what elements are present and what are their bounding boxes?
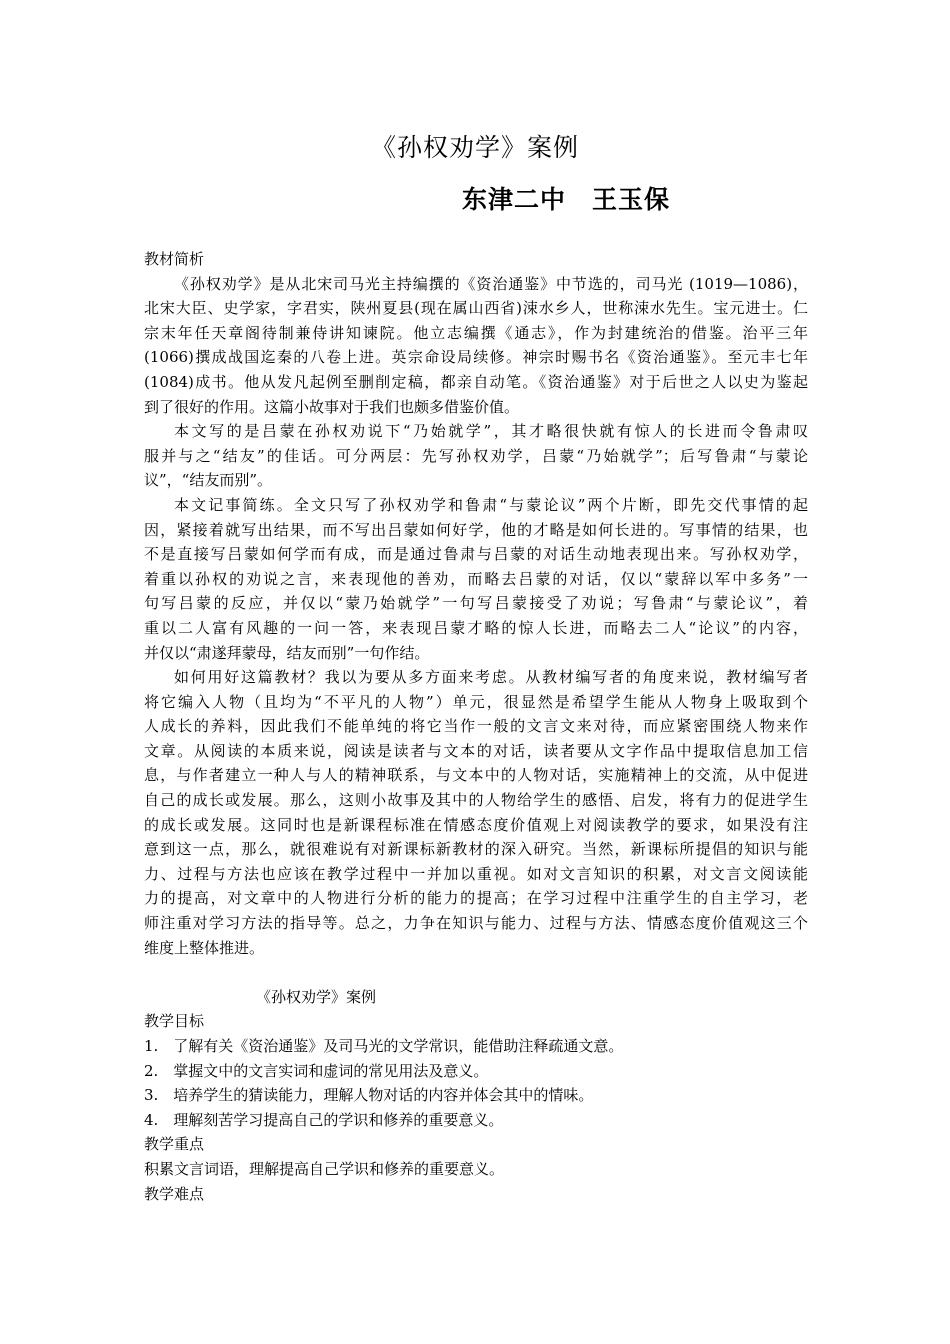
text-line: 人成长的养料，因此我们不能单纯的将它当作一般的文言文来对待，而应紧密围绕人物来作 xyxy=(144,717,808,736)
text-line: 到了很好的作用。这篇小故事对于我们也颇多借鉴价值。 xyxy=(144,397,520,416)
text-line: 力、过程与方法也应该在教学过程中一并加以重视。如对文言知识的积累，对文言文阅读能 xyxy=(144,864,808,883)
difficulties-heading: 教学难点 xyxy=(144,1184,205,1203)
text-line: 自己的成长或发展。那么，这则小故事及其中的人物给学生的感悟、启发，将有力的促进学生 xyxy=(144,791,808,810)
objective-item: 2. 掌握文中的文言实词和虚词的常见用法及意义。 xyxy=(144,1061,489,1080)
text-line: 的成长或发展。这同时也是新课程标准在情感态度价值观上对阅读教学的要求，如果没有注 xyxy=(144,815,808,834)
text-line: 维度上整体推进。 xyxy=(144,938,265,957)
text-line: 不是直接写吕蒙如何学而有成，而是通过鲁肃与吕蒙的对话生动地表现出来。写孙权劝学， xyxy=(144,545,808,564)
text-line: 如何用好这篇教材？我以为要从多方面来考虑。从教材编写者的角度来说，教材编写者 xyxy=(174,668,808,687)
text-line: 并仅以“肃遂拜蒙母，结友而别”一句作结。 xyxy=(144,643,430,662)
text-line: 师注重对学习方法的指导等。总之，力争在知识与能力、过程与方法、情感态度价值观这三个 xyxy=(144,914,808,933)
analysis-paragraph-4 xyxy=(144,665,808,960)
objective-item: 1. 了解有关《资治通鉴》及司马光的文学常识，能借助注释疏通文意。 xyxy=(144,1037,624,1055)
key-points-heading: 教学重点 xyxy=(144,1135,205,1154)
document-title: 《孙权劝学》案例 xyxy=(370,133,579,162)
text-line: 议”，“结友而别”。 xyxy=(144,471,273,490)
text-line: 《孙权劝学》是从北宋司马光主持编撰的《资治通鉴》中节选的，司马光 (1019—1086)， xyxy=(174,274,808,293)
analysis-paragraph-2 xyxy=(144,419,808,493)
key-points-text: 积累文言词语，理解提高自己学识和修养的重要意义。 xyxy=(144,1159,505,1178)
text-line: 宗末年任天章阁待制兼侍讲知谏院。他立志编撰《通志》，作为封建统治的借鉴。治平三年 xyxy=(144,323,808,342)
text-line: 息，与作者建立一种人与人的精神联系，与文本中的人物对话，实施精神上的交流，从中促进 xyxy=(144,766,808,785)
text-line: 服并与之“结友”的佳话。可分两层：先写孙权劝学，吕蒙“乃始就学”；后写鲁肃“与蒙论 xyxy=(144,446,808,465)
objective-item: 3. 培养学生的猜读能力，理解人物对话的内容并体会其中的情味。 xyxy=(144,1086,594,1105)
text-line: (1066)撰成战国迄秦的八卷上进。英宗命设局续修。神宗时赐书名《资治通鉴》。至元丰七年 xyxy=(144,348,808,367)
objectives-heading: 教学目标 xyxy=(144,1012,205,1031)
objective-item: 4. 理解刻苦学习提高自己的学识和修养的重要意义。 xyxy=(144,1110,504,1129)
text-line: 北宋大臣、史学家，字君实，陕州夏县(现在属山西省)涑水乡人，世称涑水先生。宝元进士。仁 xyxy=(144,299,808,318)
text-line: (1084)成书。他从发凡起例至删削定稿，都亲自动笔。《资治通鉴》对于后世之人以史为鉴起 xyxy=(144,372,808,391)
text-line: 着重以孙权的劝说之言，来表现他的善劝，而略去吕蒙的对话，仅以“蒙辞以军中多务”一 xyxy=(144,569,808,588)
text-line: 句写吕蒙的反应，并仅以“蒙乃始就学”一句写吕蒙接受了劝说；写鲁肃“与蒙论议”，着 xyxy=(144,594,808,613)
author-line: 东津二中 王玉保 xyxy=(462,185,671,214)
text-line: 意到这一点，那么，就很难说有对新课标新教材的深入研究。当然，新课标所提倡的知识与能 xyxy=(144,840,808,859)
text-line: 文章。从阅读的本质来说，阅读是读者与文本的对话，读者要从文字作品中提取信息加工信 xyxy=(144,741,808,760)
text-line: 因，紧接着就写出结果，而不写出吕蒙如何好学，他的才略是如何长进的。写事情的结果，也 xyxy=(144,520,808,539)
analysis-paragraph-1 xyxy=(144,272,808,420)
section-heading-analysis: 教材简析 xyxy=(144,250,205,268)
document-body xyxy=(144,247,808,1206)
blank-line xyxy=(144,960,808,985)
text-line: 力的提高，对文章中的人物进行分析的能力的提高；在学习过程中注重学生的自主学习，老 xyxy=(144,889,808,908)
case-subtitle: 《孙权劝学》案例 xyxy=(256,987,377,1006)
text-line: 将它编入人物（且均为“不平凡的人物”）单元，很显然是希望学生能从人物身上吸取到个 xyxy=(144,692,808,711)
text-line: 重以二人富有风趣的一问一答，来表现吕蒙才略的惊人长进，而略去二人“论议”的内容， xyxy=(144,618,808,637)
text-line: 本文写的是吕蒙在孙权劝说下“乃始就学”，其才略很快就有惊人的长进而令鲁肃叹 xyxy=(174,422,808,441)
text-line: 本文记事简练。全文只写了孙权劝学和鲁肃“与蒙论议”两个片断，即先交代事情的起 xyxy=(174,495,808,514)
analysis-paragraph-3 xyxy=(144,493,808,665)
